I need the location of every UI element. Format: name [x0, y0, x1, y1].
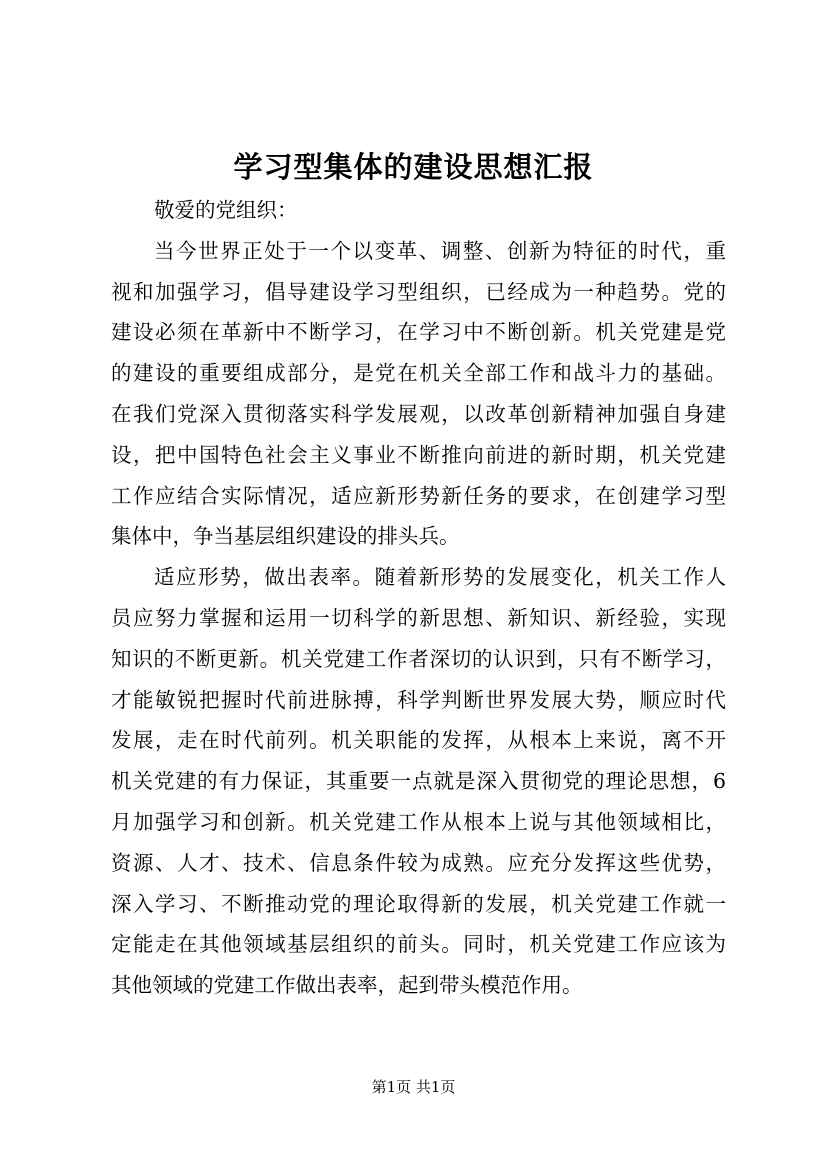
- paragraph-line: 设，把中国特色社会主义事业不断推向前进的新时期，机关党建: [111, 442, 726, 467]
- paragraph-line: 资源、人才、技术、信息条件较为成熟。应充分发挥这些优势，: [111, 850, 726, 875]
- paragraph-line: 发展，走在时代前列。机关职能的发挥，从根本上来说，离不开: [111, 728, 726, 753]
- paragraph-line: 员应努力掌握和运用一切科学的新思想、新知识、新经验，实现: [111, 605, 726, 630]
- paragraph-line: 的建设的重要组成部分，是党在机关全部工作和战斗力的基础。: [111, 361, 726, 386]
- paragraph-line: 视和加强学习，倡导建设学习型组织，已经成为一种趋势。党的: [111, 279, 726, 304]
- paragraph-line: 深入学习、不断推动党的理论取得新的发展，机关党建工作就一: [111, 891, 726, 916]
- paragraph-line: 工作应结合实际情况，适应新形势新任务的要求，在创建学习型: [111, 483, 726, 508]
- paragraph-line: 定能走在其他领域基层组织的前头。同时，机关党建工作应该为: [111, 932, 726, 957]
- paragraph-line: 才能敏锐把握时代前进脉搏，科学判断世界发展大势，顺应时代: [111, 687, 726, 712]
- paragraph-line: 适应形势，做出表率。随着新形势的发展变化，机关工作人: [154, 565, 726, 590]
- paragraph-line: 集体中，争当基层组织建设的排头兵。: [111, 524, 460, 549]
- paragraph-line: 月加强学习和创新。机关党建工作从根本上说与其他领域相比，: [111, 809, 726, 834]
- document-title: 学习型集体的建设思想汇报: [233, 150, 594, 184]
- page-footer: 第1页 共1页: [371, 1078, 456, 1096]
- paragraph-line: 机关党建的有力保证，其重要一点就是深入贯彻党的理论思想，6: [111, 769, 726, 794]
- paragraph-line: 知识的不断更新。机关党建工作者深切的认识到，只有不断学习，: [111, 646, 726, 671]
- paragraph-2: [111, 557, 726, 1006]
- paragraph-line: 其他领域的党建工作做出表率，起到带头模范作用。: [111, 973, 583, 998]
- paragraph-line: 当今世界正处于一个以变革、调整、创新为特征的时代，重: [154, 238, 726, 263]
- document-body: [111, 190, 726, 1006]
- paragraph-line: 在我们党深入贯彻落实科学发展观，以改革创新精神加强自身建: [111, 401, 726, 426]
- paragraph-line: 建设必须在革新中不断学习，在学习中不断创新。机关党建是党: [111, 320, 726, 345]
- salutation: 敬爱的党组织：: [154, 198, 298, 222]
- paragraph-1: [111, 231, 726, 557]
